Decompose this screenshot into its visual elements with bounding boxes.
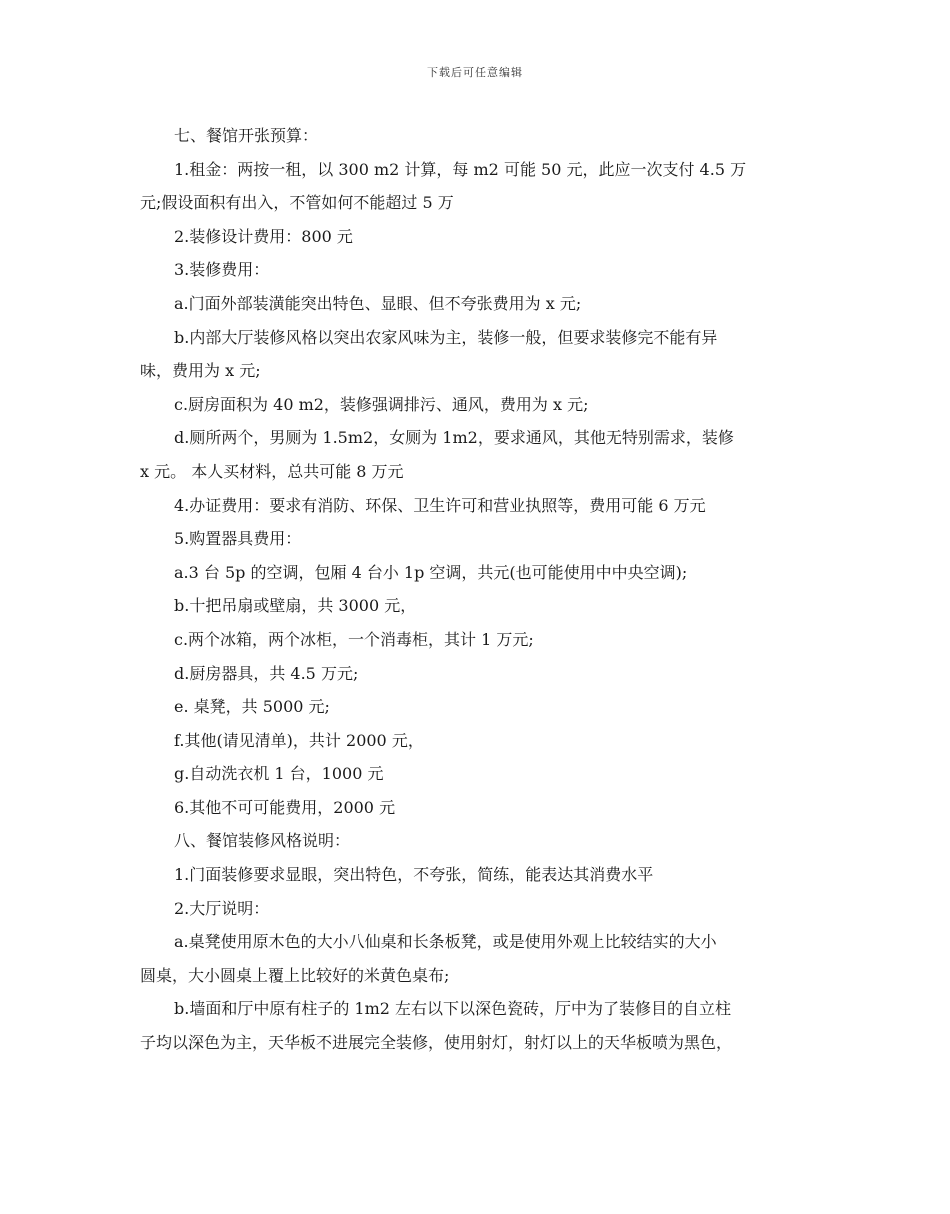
text-line: c.两个冰箱，两个冰柜，一个消毒柜，其计 1 万元; bbox=[174, 629, 534, 649]
text-line: 1.门面装修要求显眼，突出特色，不夸张，简练，能表达其消费水平 bbox=[174, 865, 654, 885]
text-line: 5.购置器具费用： bbox=[174, 529, 302, 549]
text-line: b.内部大厅装修风格以突出农家风味为主，装修一般，但要求装修完不能有异 bbox=[174, 327, 718, 347]
text-line: d.厕所两个，男厕为 1.5m2，女厕为 1m2，要求通风，其他无特别需求，装修 bbox=[174, 428, 734, 448]
text-line: 子均以深色为主，天华板不进展完全装修，使用射灯，射灯以上的天华板喷为黑色， bbox=[140, 1033, 733, 1053]
text-line: x 元。 本人买材料，总共可能 8 万元 bbox=[140, 461, 404, 481]
document-body bbox=[140, 119, 820, 1060]
text-line: 2.大厅说明： bbox=[174, 898, 270, 918]
text-line: b.十把吊扇或壁扇，共 3000 元， bbox=[174, 596, 417, 616]
text-line: f.其他(请见清单)，共计 2000 元， bbox=[174, 730, 424, 750]
text-line: 2.装修设计费用：800 元 bbox=[174, 226, 353, 246]
page-header: 下载后可任意编辑 bbox=[427, 66, 523, 79]
text-line: 八、餐馆装修风格说明： bbox=[174, 831, 351, 851]
text-line: a.门面外部装潢能突出特色、显眼、但不夸张费用为 x 元; bbox=[174, 293, 582, 313]
text-line: c.厨房面积为 40 m2，装修强调排污、通风，费用为 x 元; bbox=[174, 394, 589, 414]
text-line: 味，费用为 x 元; bbox=[140, 361, 261, 381]
text-line: b.墙面和厅中原有柱子的 1m2 左右以下以深色瓷砖，厅中为了装修目的自立柱 bbox=[174, 999, 732, 1019]
text-line: 6.其他不可可能费用，2000 元 bbox=[174, 797, 396, 817]
text-line: 七、餐馆开张预算： bbox=[174, 126, 319, 145]
text-line: 1.租金：两按一租，以 300 m2 计算，每 m2 可能 50 元，此应一次支付 4.5 万 bbox=[174, 159, 747, 179]
text-line: 3.装修费用： bbox=[174, 260, 270, 280]
text-line: g.自动洗衣机 1 台，1000 元 bbox=[174, 764, 384, 784]
text-line: d.厨房器具，共 4.5 万元; bbox=[174, 663, 359, 683]
text-line: 元;假设面积有出入，不管如何不能超过 5 万 bbox=[140, 193, 454, 213]
text-line: 4.办证费用：要求有消防、环保、卫生许可和营业执照等，费用可能 6 万元 bbox=[174, 495, 706, 515]
text-line: 圆桌，大小圆桌上覆上比较好的米黄色桌布; bbox=[140, 965, 450, 985]
text-line: a.3 台 5p 的空调，包厢 4 台小 1p 空调，共元(也可能使用中中央空调); bbox=[174, 562, 688, 582]
text-line: a.桌凳使用原木色的大小八仙桌和长条板凳，或是使用外观上比较结实的大小 bbox=[174, 932, 717, 952]
text-line: e. 桌凳，共 5000 元; bbox=[174, 697, 330, 717]
